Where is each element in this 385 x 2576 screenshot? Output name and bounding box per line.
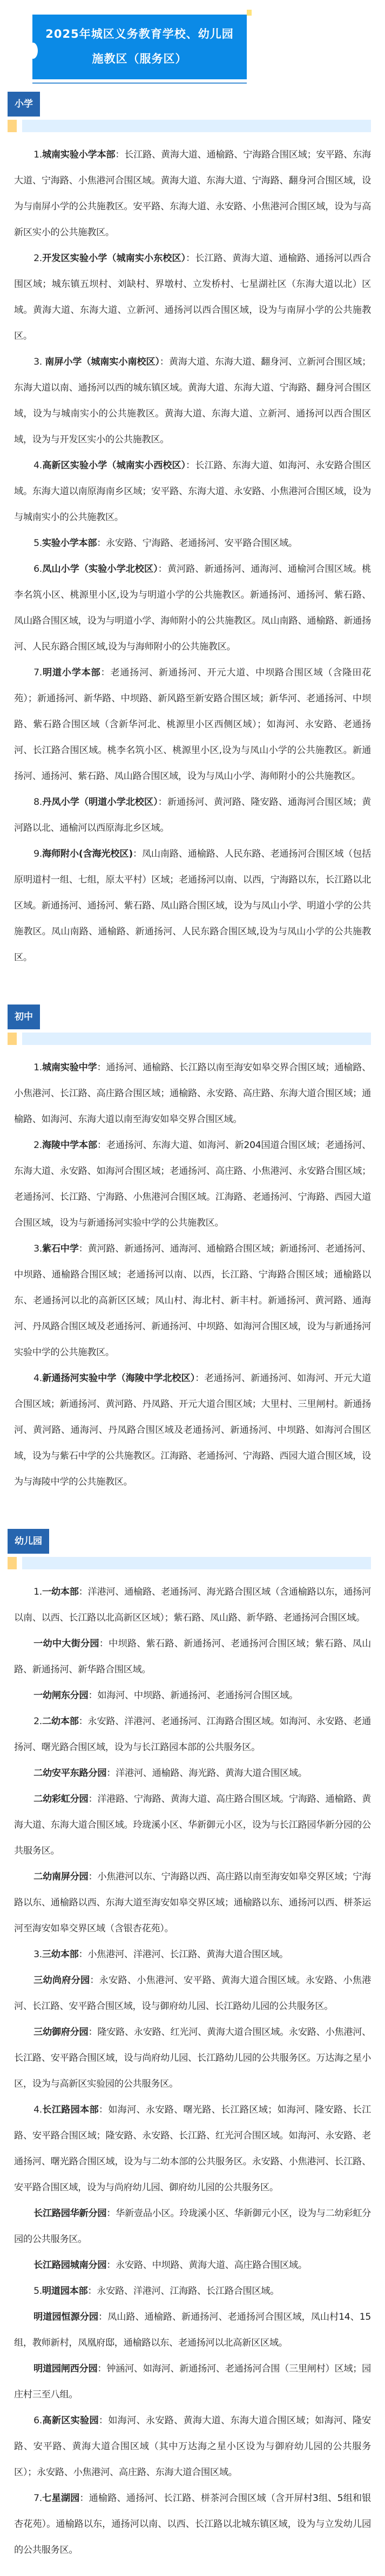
service-area-text: 洋港河、通榆路、老通扬河、海光路合围区域（含通榆路以东，通扬河以南、以西、长江路以北高新区区域）；紫石路、凤山路、新华路、老通扬河合围区域。	[14, 1587, 371, 1623]
entry-number: 4.	[33, 460, 42, 471]
school-name: 三幼尚府分园	[33, 1975, 90, 1986]
school-entry	[14, 1365, 371, 1495]
school-entry	[14, 660, 371, 789]
entry-separator: ：	[158, 564, 167, 575]
service-area-text: 如海河、永安路、曙光路、长江路区域；如海河、隆安路、长江路、安平路合围区域；隆安路、永安路、长江路、红光河合围区域。如海河、永安路、老通扬河、曙光路合围区域，设为与二幼本部的公共服务区。永安路、小焦港河、长江路、安平路合围区域，设为与尚府幼儿园、御府幼儿园的公共服务区。	[14, 2104, 372, 2193]
school-name: 二幼安平东路分园	[33, 1768, 107, 1779]
service-area-text: 小焦港河、洋港河、长江路、黄海大道合围区域。	[87, 1949, 288, 1960]
school-entry	[14, 1942, 371, 1967]
school-name: 实验小学本部	[42, 538, 97, 549]
service-area-text: 长江路、东海大道、如海河、永安路合围区域。东海大道以南原海南乡区域；安平路、东海大道、永安路、小焦港河合围区域，设为与城南实小的公共施教区。	[14, 460, 371, 523]
service-area-text: 老通扬河、新通扬河、开元大道、中坝路合围区域（含隆田花苑）；新通扬河、新华路、中坝路、新风路至新安路合围区域；新华河、老通扬河、中坝路、紫石路合围区域（含新华河北、桃源里小区西侧区域）；如海河、永安路、老通扬河、长江路合围区域。桃李名筑小区、桃源里小区,设为与凤山小学的公共施教区。新通扬河、通扬河、紫石路、凤山路合围区域，设为与凤山小学、海师附小的公共施教区。	[14, 667, 372, 782]
service-area-text: 洋港河、通榆路、海光路、黄海大道合围区域。	[116, 1768, 307, 1779]
entry-separator: ：	[106, 1768, 116, 1779]
title-notch-decoration	[28, 43, 38, 59]
school-entry	[14, 1055, 371, 1132]
school-name: 明道园闸西分园	[33, 2363, 98, 2374]
section-bar-accent	[8, 1557, 17, 1569]
school-name: 凤山小学（实验小学北校区）	[42, 564, 158, 575]
school-entry	[14, 789, 371, 841]
entry-separator: ：	[100, 667, 111, 678]
school-name: 高新区实验小学（城南实小西校区）	[42, 460, 186, 471]
service-area-text: 中坝路、紫石路、新通扬河、老通扬河合围区域；紫石路、凤山路、新通扬河、新华路合围区域。	[14, 1638, 372, 1675]
service-area-text: 凤山路、通榆路、新通扬河、老通扬河合围区域，凤山村14、15组，教师新村，凤凰府邸，通榆路以东、老通扬河以北高新区区域。	[14, 2312, 372, 2348]
school-name: 高新区实验园	[42, 2415, 99, 2426]
document-title	[32, 15, 247, 79]
entry-number: 1.	[33, 1062, 42, 1073]
title-corner-decoration	[247, 10, 252, 16]
section-tag-middle: 初中	[8, 1005, 40, 1029]
section-tag-kindergarten: 幼儿园	[8, 1529, 49, 1554]
entry-separator: ：	[78, 1587, 88, 1597]
entry-separator: ：	[78, 1949, 88, 1960]
school-entry	[14, 2408, 371, 2485]
service-area-text: 黄河路、新通扬河、通海河、通榆路合围区域；新通扬河、老通扬河、中坝路、通榆路合围区域；老通扬河以南、以西，长江路、宁海路合围区域；通榆路以东、老通扬河以北的高新区区域；凤山村、海北村、新丰村。新通扬河、黄河路、通海河、丹凤路合围区域及老通扬河、新通扬河、中坝路、如海河合围区域，设为与新通扬河实验中学的公共施教区。	[14, 1243, 371, 1358]
entry-separator: ：	[99, 1638, 109, 1649]
school-name: 海陵中学本部	[42, 1140, 97, 1151]
school-name: 三幼本部	[42, 1949, 79, 1960]
service-area-text: 永安路、洋港河、江海路、长江路合围区域。	[97, 2286, 280, 2297]
service-area-text: 永安路、洋港河、老通扬河、江海路合围区域。如海河、永安路、老通扬河、曙光路合围区域，设为与长江路园本部的公共服务区。	[14, 1716, 371, 1753]
section-content	[0, 1579, 385, 2563]
school-entry	[14, 245, 371, 349]
school-name: 紫石中学	[42, 1243, 79, 1254]
sections-container	[0, 92, 385, 2563]
school-entry	[14, 453, 371, 530]
school-name: 长江路园本部	[42, 2104, 99, 2115]
entry-separator: ：	[186, 253, 195, 264]
school-entry	[14, 841, 371, 971]
school-name: 一幼本部	[42, 1587, 79, 1597]
service-area-text: 钟涵河、如海河、新通扬河、老通扬河合围（三里闸村）区域；园庄村三至八组。	[14, 2363, 371, 2400]
entry-separator: ：	[88, 1871, 98, 1882]
entry-number: 3.	[33, 1243, 42, 1254]
document-title-block	[32, 15, 247, 84]
title-underline	[32, 83, 247, 84]
entry-number: 5.	[33, 2286, 42, 2297]
section-bar-accent	[8, 1033, 17, 1045]
service-area-text: 新通扬河、黄河路、隆安路、通海河合围区域；黄河路以北、通榆河以西原海北乡区域。	[14, 797, 371, 833]
section-primary	[0, 92, 385, 996]
entry-separator: ：	[87, 2286, 97, 2297]
title-line-2: 施教区（服务区）	[92, 52, 187, 65]
service-area-text: 隆安路、永安路、红光河、黄海大道合围区域。永安路、小焦港河、长江路、安平路合围区域，设与尚府幼儿园、长江路幼儿园的公共服务区。万达海之星小区，设为与高新区实验园的公共服务区。	[14, 2027, 371, 2089]
entry-separator: ：	[88, 1690, 98, 1701]
entry-separator: ：	[106, 2260, 116, 2271]
school-entry	[14, 1709, 371, 1760]
school-entry	[14, 1132, 371, 1236]
school-name: 二幼彩虹分园	[33, 1794, 89, 1805]
service-area-text: 如海河、中坝路、新通扬河、老通扬河合围区域。	[97, 1690, 298, 1701]
entry-separator: ：	[186, 460, 195, 471]
entry-number: 4.	[33, 1373, 42, 1384]
service-area-text: 洋港路、宁海路、黄海大道、高庄路合围区域。宁海路、通榆路、黄海大道、东海大道合围区域。玲珑溪小区、华新御元小区，设为与长江路园华新分园的公共服务区。	[14, 1794, 371, 1856]
section-middle	[0, 1005, 385, 1521]
entry-separator: ：	[97, 2363, 107, 2374]
service-area-text: 老通扬河、东海大道、如海河、新204国道合围区域；老通扬河、东海大道、永安路、如海河合围区域；老通扬河、高庄路、小焦港河、永安路合围区域；老通扬河、长江路、宁海路、小焦港河合围区域。江海路、老通扬河、宁海路、西园大道合围区域，设为与新通扬河实验中学的公共施教区。	[14, 1140, 372, 1228]
entry-number: 1.	[33, 1587, 42, 1597]
school-entry	[14, 1864, 371, 1942]
section-bar-decoration	[8, 120, 371, 132]
school-name: 一幼中大街分园	[33, 1638, 99, 1649]
section-bar-fill	[22, 1033, 371, 1045]
school-name: 二幼南屏分园	[33, 1871, 89, 1882]
school-entry	[14, 1967, 371, 2019]
school-entry	[14, 1683, 371, 1709]
school-entry	[14, 1631, 371, 1683]
service-area-text: 通扬河、通榆路、长江路以南至海安如皋交界合围区域；通榆路、小焦港河、长江路、高庄路合围区域；通榆路、永安路、高庄路、东海大道合围区域；通榆路、如海河、东海大道以南至海安如皋交界合围区域。	[14, 1062, 371, 1125]
section-header	[8, 1529, 385, 1569]
school-name: 海师附小(含海光校区)	[42, 849, 133, 859]
school-entry	[14, 530, 371, 556]
school-name: 长江路园华新分园	[33, 2208, 107, 2219]
school-entry	[14, 2485, 371, 2563]
school-entry	[14, 1760, 371, 1786]
document-page	[0, 15, 385, 2576]
entry-separator: ：	[97, 1062, 106, 1073]
entry-separator: ：	[79, 2493, 89, 2504]
entry-number: 3.	[33, 1949, 42, 1960]
school-entry	[14, 556, 371, 660]
school-name: 三幼御府分园	[33, 2027, 89, 2038]
entry-separator: ：	[158, 797, 167, 808]
school-name: 城南实验中学	[42, 1062, 97, 1073]
entry-separator: ：	[98, 2312, 108, 2322]
entry-separator: ：	[97, 1140, 106, 1151]
entry-number: 6.	[33, 2415, 42, 2426]
service-area-text: 小焦港河以东、宁海路以西、高庄路以南至海安如皋交界区域；宁海路以东、通榆路以西、东海大道至海安如皋交界区域；通榆路以东、通扬河以西、栟茶运河至海安如皋交界区域（含银杏花苑）。	[14, 1871, 371, 1934]
section-header	[8, 92, 385, 132]
school-name: 明道小学本部	[42, 667, 101, 678]
school-entry	[14, 1236, 371, 1365]
school-entry	[14, 2252, 371, 2278]
section-spacer	[14, 1495, 371, 1521]
entry-separator: ：	[106, 2208, 116, 2219]
service-area-text: 永安路、小焦港河、安平路、黄海大道合围区域。永安路、小焦港河、长江路、安平路合围区域，设与御府幼儿园、长江路幼儿园的公共服务区。	[14, 1975, 371, 2012]
entry-number: 4.	[33, 2104, 42, 2115]
school-entry	[14, 2304, 371, 2356]
entry-number: 1.	[33, 149, 42, 160]
service-area-text: 长江路、黄海大道、通榆路、通扬河以西合围区域；城东镇五坝村、刘缺村、界墩村、立发桥村、七星湖社区（东海大道以北）区域。黄海大道、东海大道、立新河、通扬河以西合围区域，设为与南屏小学的公共施教区。	[14, 253, 371, 341]
school-name: 长江路园城南分园	[33, 2260, 107, 2271]
school-entry	[14, 1786, 371, 1864]
school-name: 一幼闸东分园	[33, 1690, 89, 1701]
service-area-text: 长江路、黄海大道、通榆路、宁海路合围区域；安平路、东海大道、宁海路、小焦港河合围区域。黄海大道、东海大道、宁海路、翻身河合围区域，设为与南屏小学的公共施教区。安平路、东海大道、永安路、小焦港河合围区域，设为与高新区实小的公共施教区。	[14, 149, 372, 238]
school-entry	[14, 2097, 371, 2201]
entry-number: 9.	[33, 849, 42, 859]
entry-separator: ：	[78, 1243, 88, 1254]
school-name: 新通扬河实验中学（海陵中学北校区）	[42, 1373, 195, 1384]
service-area-text: 永安路、中坝路、黄海大道、高庄路合围区域。	[116, 2260, 307, 2271]
section-bar-fill	[22, 120, 371, 132]
title-line-1: 2025年城区义务教育学校、幼儿园	[45, 28, 234, 40]
school-entry	[14, 349, 371, 453]
section-kindergarten	[0, 1529, 385, 2563]
school-entry	[14, 142, 371, 245]
entry-number: 6.	[33, 564, 42, 575]
section-tag-primary: 小学	[8, 92, 40, 117]
school-name: 明道园本部	[42, 2286, 88, 2297]
section-bar-decoration	[8, 1557, 371, 1569]
entry-number: 2.	[33, 253, 42, 264]
section-bar-fill	[22, 1557, 371, 1569]
entry-number: 7.	[33, 667, 42, 678]
entry-separator: ：	[90, 1975, 99, 1986]
school-entry	[14, 2201, 371, 2252]
school-name: 开发区实验小学（城南实小东校区）	[42, 253, 186, 264]
entry-number: 8.	[33, 797, 42, 808]
school-entry	[14, 2278, 371, 2304]
entry-number: 2.	[33, 1716, 42, 1727]
school-name: 七星湖园	[42, 2493, 80, 2504]
section-bar-accent	[8, 120, 17, 132]
entry-separator: ：	[88, 2027, 98, 2038]
service-area-text: 永安路、宁海路、老通扬河、安平路合围区域。	[106, 538, 298, 549]
entry-separator: ：	[132, 849, 142, 859]
entry-number: 2.	[33, 1140, 42, 1151]
section-content	[0, 142, 385, 996]
section-spacer	[14, 971, 371, 996]
entry-separator: ：	[98, 2415, 109, 2426]
entry-number: 7.	[33, 2493, 42, 2504]
entry-separator: ：	[159, 357, 169, 367]
section-header	[8, 1005, 385, 1045]
entry-separator: ：	[97, 538, 106, 549]
school-name: 明道园恒源分园	[33, 2312, 98, 2322]
entry-separator: ：	[88, 1794, 98, 1805]
school-name: 南屏小学（城南实小南校区）	[45, 357, 160, 367]
school-entry	[14, 2356, 371, 2408]
service-area-text: 老通扬河、新通扬河、如海河、开元大道合围区域；新通扬河、黄河路、丹凤路、开元大道合围区域；大里村、三里闸村。新通扬河、黄河路、通海河、丹凤路合围区域及老通扬河、新通扬河、中坝路、如海河合围区域，设为与紫石中学的公共施教区。江海路、老通扬河、宁海路、西园大道合围区域，设为与海陵中学的公共施教区。	[14, 1373, 371, 1487]
service-area-text: 华新壹品小区。玲珑溪小区、华新御元小区，设为与二幼彩虹分园的公共服务区。	[14, 2208, 371, 2245]
entry-separator: ：	[115, 149, 125, 160]
entry-number: 3.	[33, 357, 45, 367]
service-area-text: 如海河、永安路、黄海大道、东海大道合围区域；如海河、隆安路、安平路、黄海大道合围区域（其中万达海之星小区设为与御府幼儿园的公共服务区）；永安路、小焦港河、高庄路、东海大道合围区域。	[14, 2415, 372, 2478]
entry-separator: ：	[195, 1373, 205, 1384]
school-name: 城南实验小学本部	[42, 149, 116, 160]
entry-separator: ：	[98, 2104, 109, 2115]
school-name: 丹凤小学（明道小学北校区）	[42, 797, 158, 808]
school-entry	[14, 1579, 371, 1631]
entry-number: 5.	[33, 538, 42, 549]
service-area-text: 黄海大道、东海大道、翻身河、立新河合围区域；东海大道以南、通扬河以西的城东镇区域。黄海大道、东海大道、宁海路、翻身河合围区域，设为与城南实小的公共施教区。黄海大道、东海大道、立新河、通扬河以西合围区域，设为与开发区实小的公共施教区。	[14, 357, 371, 445]
school-name: 二幼本部	[42, 1716, 79, 1727]
service-area-text: 凤山南路、通榆路、人民东路、老通扬河合围区域（包括原明道村一组、七组，原太平村）区域；老通扬河以南、以西，宁海路以东，长江路以北区域。新通扬河、通扬河、紫石路、凤山路合围区域，设为与凤山小学、明道小学的公共施教区。凤山南路、通榆路、新通扬河、人民东路合围区域,设为与凤山小学的公共施教区。	[14, 849, 371, 963]
service-area-text: 黄河路、新通扬河、通海河、通榆河合围区域。桃李名筑小区、桃源里小区,设为与明道小学的公共施教区。新通扬河、通扬河、紫石路、凤山路合围区域，设为与明道小学、海师附小的公共施教区。凤山南路、通榆路、新通扬河、人民东路合围区域,设为与海师附小的公共施教区。	[14, 564, 371, 652]
school-entry	[14, 2019, 371, 2097]
entry-separator: ：	[78, 1716, 88, 1727]
section-bar-decoration	[8, 1033, 371, 1045]
section-content	[0, 1055, 385, 1521]
service-area-text: 通榆路、通扬河、长江路、栟茶河合围区域（含开屏村3组、5组和银杏花苑）。通榆路以东，通扬河以南、以西、长江路以北城东镇区域，设为与立发幼儿园的公共服务区。	[14, 2493, 372, 2555]
